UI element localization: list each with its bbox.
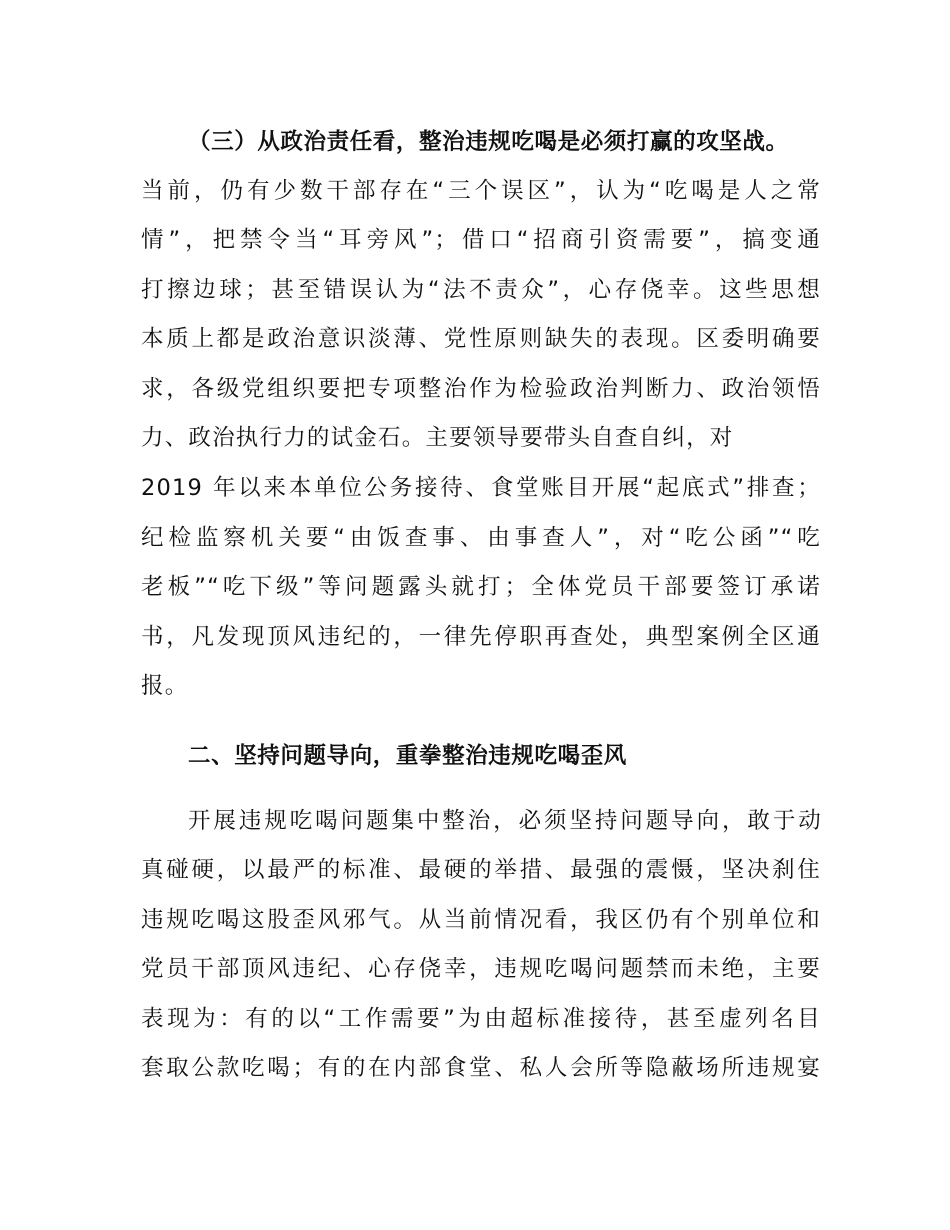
paragraph-2-line-6: 套取公款吃喝；有的在内部食堂、私人会所等隐蔽场所违规宴 [141, 1055, 821, 1081]
paragraph-2-line-4: 党员干部顶风违纪、心存侥幸，违规吃喝问题禁而未绝，主要 [141, 956, 821, 982]
paragraph-1-line-9: 老板”“吃下级”等问题露头就打；全体党员干部要签订承诺 [141, 574, 821, 600]
paragraph-1-line-7: 2019 年以来本单位公务接待、食堂账目开展“起底式”排查； [141, 475, 821, 501]
paragraph-1-line-10: 书，凡发现顶风违纪的，一律先停职再查处，典型案例全区通 [141, 624, 821, 650]
paragraph-1-line-3: 打擦边球；甚至错误认为“法不责众”，心存侥幸。这些思想 [141, 277, 821, 303]
paragraph-1-line-8: 纪检监察机关要“由饭查事、由事查人”，对“吃公函”“吃 [141, 525, 821, 551]
paragraph-1-line-11: 报。 [141, 673, 189, 699]
paragraph-2-line-2: 真碰硬，以最严的标准、最硬的举措、最强的震慑，坚决刹住 [141, 857, 821, 883]
paragraph-1-line-1: 当前，仍有少数干部存在“三个误区”，认为“吃喝是人之常 [141, 178, 821, 204]
paragraph-1-heading: （三）从政治责任看，整治违规吃喝是必须打赢的攻坚战。 [188, 129, 789, 155]
paragraph-1-line-4: 本质上都是政治意识淡薄、党性原则缺失的表现。区委明确要 [141, 326, 821, 352]
paragraph-2-line-1: 开展违规吃喝问题集中整治，必须坚持问题导向，敢于动 [188, 808, 822, 834]
paragraph-1-line-6: 力、政治执行力的试金石。主要领导要带头自查自纠，对 [141, 425, 734, 451]
paragraph-1-line-2: 情”，把禁令当“耳旁风”；借口“招商引资需要”，搞变通 [141, 227, 821, 253]
paragraph-1-line-5: 求，各级党组织要把专项整治作为检验政治判断力、政治领悟 [141, 376, 821, 402]
paragraph-2-line-5: 表现为：有的以“工作需要”为由超标准接待，甚至虚列名目 [141, 1006, 821, 1032]
section-2-heading: 二、坚持问题导向，重拳整治违规吃喝歪风 [188, 743, 627, 769]
paragraph-2-line-3: 违规吃喝这股歪风邪气。从当前情况看，我区仍有个别单位和 [141, 907, 821, 933]
